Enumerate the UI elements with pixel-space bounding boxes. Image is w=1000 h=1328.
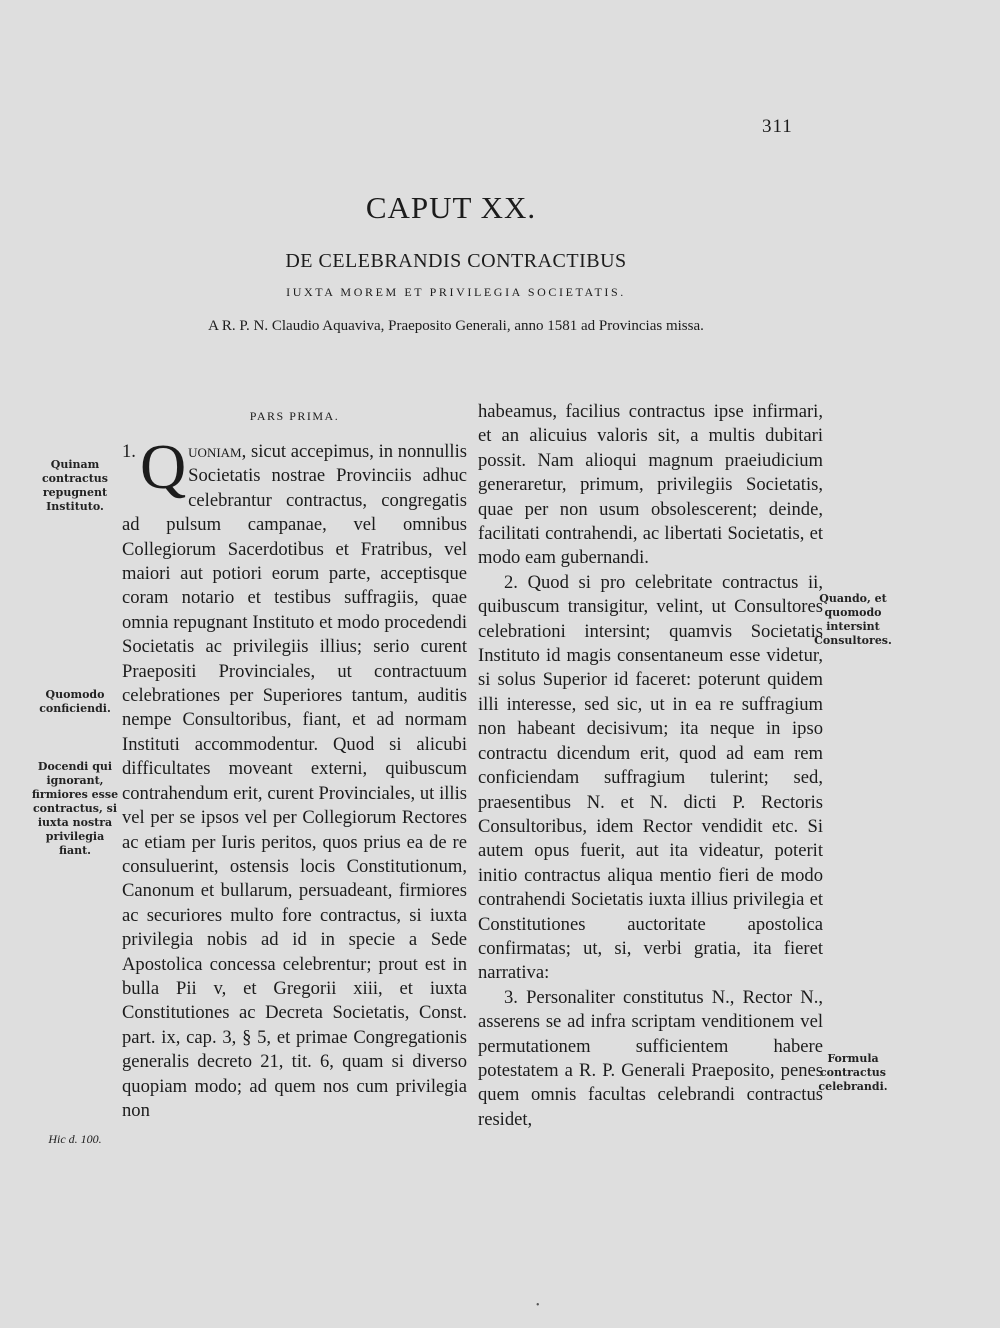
section-heading: PARS PRIMA. <box>249 409 340 423</box>
margin-note-right-1: Quando, et quomodo intersint Consultores. <box>814 592 892 647</box>
margin-note-left-4: Hic d. 100. <box>48 1132 102 1146</box>
paragraph-1-continued: habeamus, facilius contractus ipse infirmari, et an alicuius valoris sit, a multis dubitari possit. Nam alioqui magnum praeiudicium generaretur, primum, privilegiis Societatis, quae per non usum obsolescerent; deinde, facilitati contrahendi, ac libertati Societatis, et modo eam gubernandi. <box>478 401 823 569</box>
opening-word: uoniam, <box>188 441 247 462</box>
drop-cap: Q <box>139 431 187 502</box>
margin-note-right-2: Formula contractus celebrandi. <box>818 1052 888 1093</box>
paragraph-1-text: sicut accepimus, in nonnullis Societatis nostrae Provinciis adhuc celebrantur contractus, congregatis ad pulsum campanae, vel omnibus Collegiorum Sacerdotibus et Fratribus, vel maiori aut potiori eorum parte, acceptisque coram notario et testibus suffragiis, quae omnia repugnant Instituto et modo procedendi Societatis ac privilegiis illius; serio curent Praepositi Provinciales, ut contractuum celebrationes per Superiores tantum, auditis nempe Consultoribus, fiant, et ad normam Instituti accommodentur. Quod si alicubi difficultates moveant externi, quibuscum contrahendum erit, curent Provinciales, ut illis vel per se ipsos vel per Collegiorum Rectores ac etiam per Iuris peritos, quos prius ea de re consuluerint, ostensis locis Constitutionum, Canonum et bullarum, persuadeant, firmiores ac securiores multo fore contractus, si iuxta privilegia nobis ad id in specie a Sede Apostolica concessa celebrentur; prout est in bulla Pii v, et Gregorii xiii, et iuxta Constitutiones ac Decreta Societatis, Const. part. ix, cap. 3, § 5, et primae Congregationis generalis decreto 21, tit. 6, quam si diverso quopiam modo; ad quem nos cum privilegia non <box>122 441 467 1121</box>
chapter-heading: CAPUT XX. <box>365 190 537 225</box>
text-column-left <box>122 400 467 1123</box>
chapter-title: DE CELEBRANDIS CONTRACTIBUS <box>285 250 627 272</box>
margin-note-left-3: Docendi qui ignorant, firmiores esse contractus, si iuxta nostra privilegia fiant. <box>31 760 119 857</box>
paragraph-1 <box>122 431 467 1123</box>
page-number: 311 <box>762 116 793 137</box>
paragraph-2: 2. Quod si pro celebritate contractus ii, quibuscum transigitur, velint, ut Consultores celebrationi intersint; quamvis Societatis Instituto id magis consentaneum esse videtur, si solus Superior id faceret: poterunt quidem illi interesse, sed sic, ut in ea re suffragium non habeant decisivum; ita neque in ipso contractu dicendum erit, quod ad eam rem conficiendam suffragium tulerint; sed, praesentibus N. et N. dicti P. Rectoris Consultoribus, idem Rector vendidit etc. Si autem opus fuerit, aut ita videatur, poterit initio contractus aliqua mentio fieri de modo contrahendi Societatis iuxta illius privilegia et Constitutiones auctoritate apostolica confirmatas; ut, si, verbi gratia, ita fieret narrativa: <box>478 571 823 984</box>
chapter-subtitle: IUXTA MOREM ET PRIVILEGIA SOCIETATIS. <box>286 285 626 299</box>
paragraph-number: 1. <box>122 441 136 462</box>
margin-note-left-1: Quinam contractus repugnent Instituto. <box>41 458 108 513</box>
text-column-right <box>478 400 823 1132</box>
authority-line: A R. P. N. Claudio Aquaviva, Praeposito Generali, anno 1581 ad Provincias missa. <box>208 318 704 334</box>
margin-note-left-2: Quomodo conficiendi. <box>39 688 111 715</box>
paragraph-3: 3. Personaliter constitutus N., Rector N., asserens se ad infra scriptam venditionem vel permutationem sufficientem habere potestatem a R. P. Generali Praeposito, penes quem omnis facultas celebrandi contractus residet, <box>478 986 823 1130</box>
page-speck: • <box>536 1300 540 1311</box>
